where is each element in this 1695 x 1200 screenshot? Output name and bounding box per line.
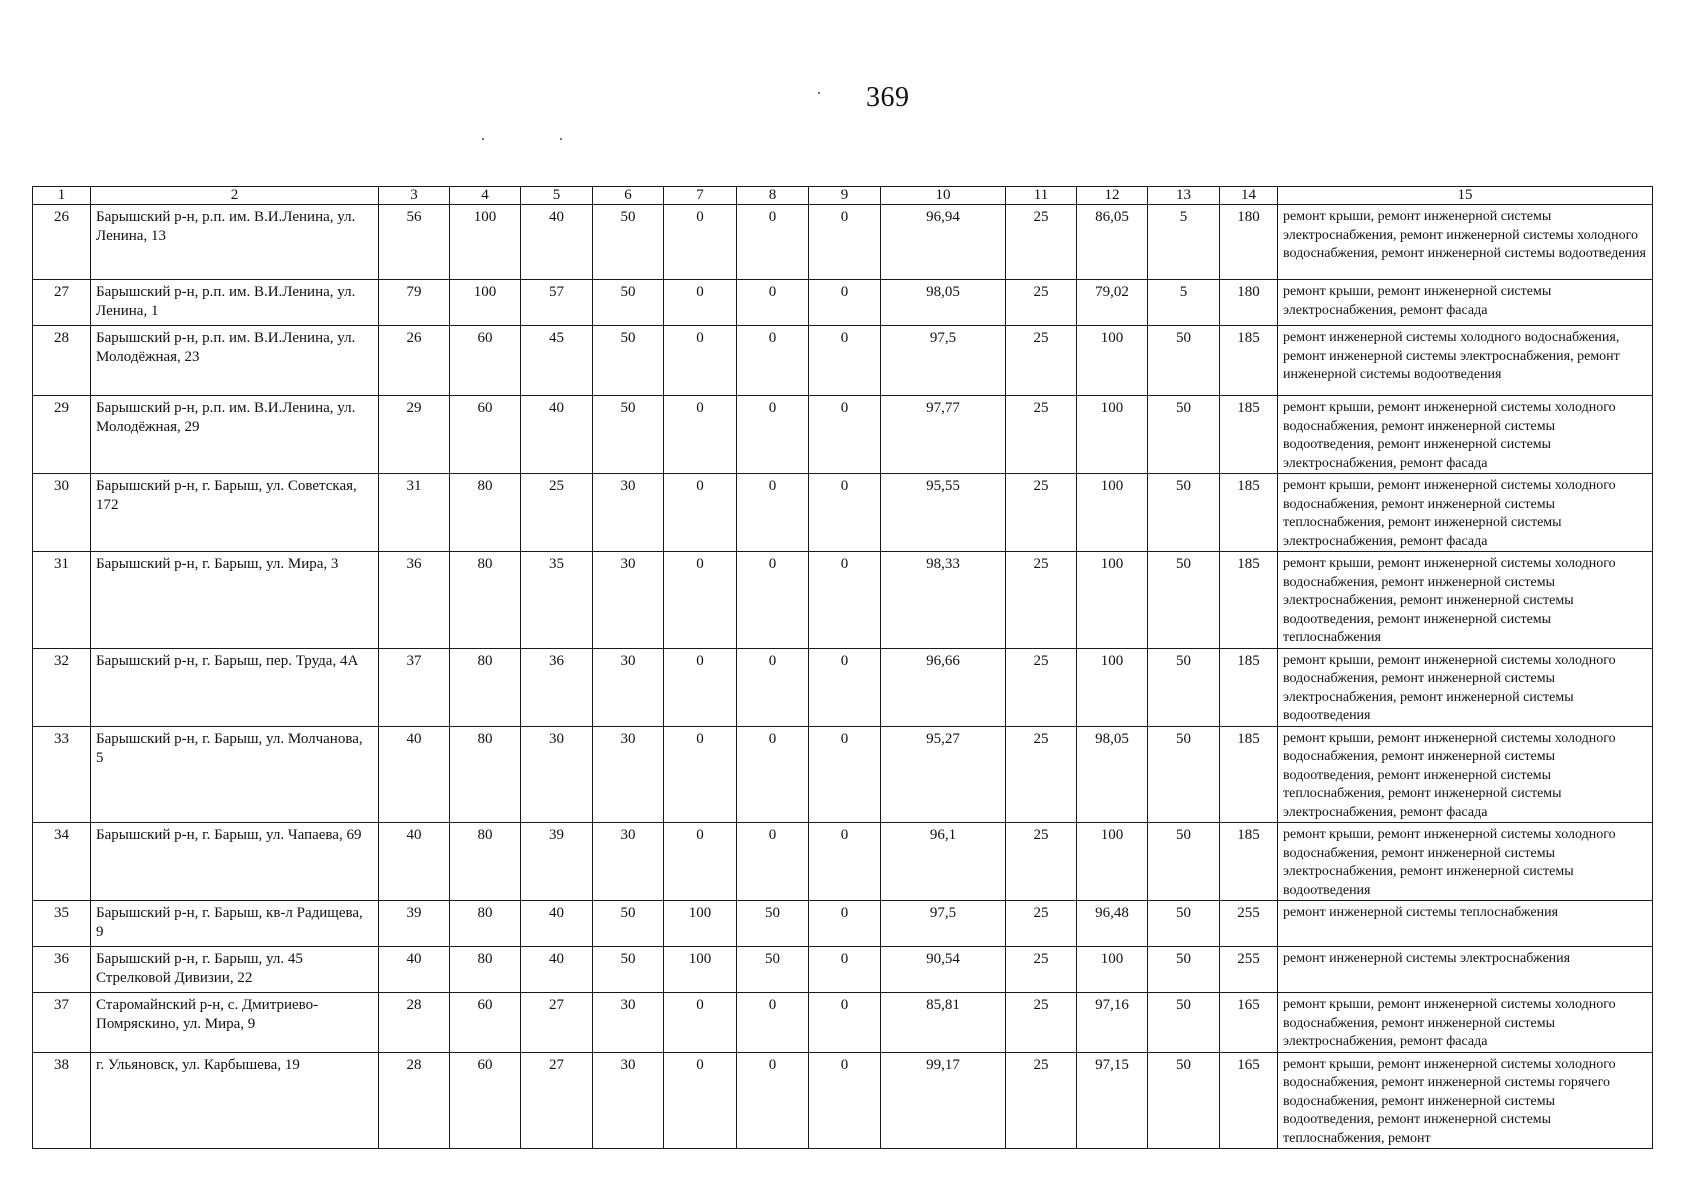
- header-cell: 4: [450, 187, 521, 205]
- value-cell-13: 5: [1148, 280, 1220, 326]
- repair-works-cell: ремонт крыши, ремонт инженерной системы холодного водоснабжения, ремонт инженерной системы теплоснабжения, ремонт инженерной системы электроснабжения, ремонт фасада: [1278, 474, 1653, 552]
- header-cell: 10: [881, 187, 1006, 205]
- value-cell-9: 0: [809, 993, 881, 1053]
- header-cell: 12: [1077, 187, 1148, 205]
- value-cell-10: 95,55: [881, 474, 1006, 552]
- value-cell-3: 40: [379, 726, 450, 823]
- value-cell-4: 60: [450, 396, 521, 474]
- table-row: [33, 552, 1653, 649]
- value-cell-3: 40: [379, 947, 450, 993]
- value-cell-5: 40: [521, 947, 593, 993]
- value-cell-7: 0: [664, 205, 737, 280]
- value-cell-13: 50: [1148, 648, 1220, 726]
- value-cell-4: 80: [450, 726, 521, 823]
- value-cell-5: 45: [521, 326, 593, 396]
- value-cell-12: 100: [1077, 474, 1148, 552]
- header-cell: 8: [737, 187, 809, 205]
- value-cell-11: 25: [1006, 726, 1077, 823]
- value-cell-11: 25: [1006, 993, 1077, 1053]
- value-cell-12: 100: [1077, 396, 1148, 474]
- value-cell-3: 28: [379, 1052, 450, 1149]
- scan-speck: [560, 138, 562, 140]
- header-cell: 3: [379, 187, 450, 205]
- value-cell-10: 99,17: [881, 1052, 1006, 1149]
- value-cell-4: 80: [450, 823, 521, 901]
- value-cell-14: 185: [1220, 326, 1278, 396]
- value-cell-8: 0: [737, 726, 809, 823]
- repair-works-cell: ремонт инженерной системы электроснабжения: [1278, 947, 1653, 993]
- value-cell-3: 37: [379, 648, 450, 726]
- value-cell-4: 60: [450, 1052, 521, 1149]
- value-cell-9: 0: [809, 823, 881, 901]
- scan-speck: [482, 138, 484, 140]
- header-cell: 2: [91, 187, 379, 205]
- value-cell-3: 79: [379, 280, 450, 326]
- table-row: [33, 648, 1653, 726]
- value-cell-4: 80: [450, 901, 521, 947]
- row-number: 27: [33, 280, 91, 326]
- value-cell-7: 0: [664, 648, 737, 726]
- value-cell-8: 0: [737, 648, 809, 726]
- value-cell-9: 0: [809, 326, 881, 396]
- value-cell-4: 100: [450, 280, 521, 326]
- table-row: [33, 901, 1653, 947]
- value-cell-8: 0: [737, 396, 809, 474]
- value-cell-6: 30: [593, 648, 664, 726]
- value-cell-3: 29: [379, 396, 450, 474]
- table-row: [33, 280, 1653, 326]
- header-cell: 14: [1220, 187, 1278, 205]
- value-cell-9: 0: [809, 396, 881, 474]
- scan-speck: [818, 92, 820, 94]
- value-cell-5: 27: [521, 993, 593, 1053]
- value-cell-6: 30: [593, 823, 664, 901]
- table-row: [33, 993, 1653, 1053]
- value-cell-3: 36: [379, 552, 450, 649]
- value-cell-13: 50: [1148, 726, 1220, 823]
- address-cell: г. Ульяновск, ул. Карбышева, 19: [91, 1052, 379, 1149]
- value-cell-11: 25: [1006, 280, 1077, 326]
- value-cell-10: 97,77: [881, 396, 1006, 474]
- row-number: 35: [33, 901, 91, 947]
- value-cell-9: 0: [809, 205, 881, 280]
- value-cell-11: 25: [1006, 648, 1077, 726]
- value-cell-8: 0: [737, 474, 809, 552]
- header-cell: 1: [33, 187, 91, 205]
- value-cell-3: 28: [379, 993, 450, 1053]
- value-cell-9: 0: [809, 901, 881, 947]
- value-cell-8: 0: [737, 823, 809, 901]
- value-cell-11: 25: [1006, 901, 1077, 947]
- repair-works-cell: ремонт крыши, ремонт инженерной системы холодного водоснабжения, ремонт инженерной системы электроснабжения, ремонт инженерной системы водоотведения, ремонт инженерной системы теплоснабжения: [1278, 552, 1653, 649]
- value-cell-9: 0: [809, 552, 881, 649]
- value-cell-8: 0: [737, 205, 809, 280]
- repair-works-cell: ремонт инженерной системы теплоснабжения: [1278, 901, 1653, 947]
- value-cell-13: 50: [1148, 947, 1220, 993]
- value-cell-11: 25: [1006, 396, 1077, 474]
- value-cell-14: 180: [1220, 280, 1278, 326]
- value-cell-10: 95,27: [881, 726, 1006, 823]
- table-row: [33, 1052, 1653, 1149]
- value-cell-4: 80: [450, 474, 521, 552]
- value-cell-8: 50: [737, 947, 809, 993]
- address-cell: Барышский р-н, р.п. им. В.И.Ленина, ул. Молодёжная, 29: [91, 396, 379, 474]
- value-cell-6: 50: [593, 280, 664, 326]
- value-cell-10: 96,94: [881, 205, 1006, 280]
- row-number: 30: [33, 474, 91, 552]
- value-cell-14: 255: [1220, 901, 1278, 947]
- repair-works-cell: ремонт крыши, ремонт инженерной системы холодного водоснабжения, ремонт инженерной системы электроснабжения, ремонт инженерной системы водоотведения: [1278, 648, 1653, 726]
- value-cell-6: 50: [593, 947, 664, 993]
- address-cell: Барышский р-н, р.п. им. В.И.Ленина, ул. Молодёжная, 23: [91, 326, 379, 396]
- value-cell-6: 50: [593, 901, 664, 947]
- value-cell-5: 40: [521, 396, 593, 474]
- value-cell-7: 0: [664, 1052, 737, 1149]
- table-body: [33, 205, 1653, 1149]
- row-number: 36: [33, 947, 91, 993]
- address-cell: Барышский р-н, г. Барыш, пер. Труда, 4А: [91, 648, 379, 726]
- value-cell-11: 25: [1006, 474, 1077, 552]
- value-cell-12: 100: [1077, 823, 1148, 901]
- value-cell-5: 40: [521, 901, 593, 947]
- value-cell-7: 0: [664, 993, 737, 1053]
- address-cell: Барышский р-н, г. Барыш, ул. Чапаева, 69: [91, 823, 379, 901]
- value-cell-9: 0: [809, 474, 881, 552]
- value-cell-12: 100: [1077, 648, 1148, 726]
- value-cell-9: 0: [809, 280, 881, 326]
- value-cell-4: 80: [450, 947, 521, 993]
- value-cell-12: 96,48: [1077, 901, 1148, 947]
- value-cell-4: 60: [450, 993, 521, 1053]
- row-number: 32: [33, 648, 91, 726]
- header-cell: 5: [521, 187, 593, 205]
- value-cell-5: 27: [521, 1052, 593, 1149]
- value-cell-14: 255: [1220, 947, 1278, 993]
- value-cell-14: 185: [1220, 648, 1278, 726]
- address-cell: Барышский р-н, р.п. им. В.И.Ленина, ул. Ленина, 1: [91, 280, 379, 326]
- table-row: [33, 396, 1653, 474]
- value-cell-10: 96,66: [881, 648, 1006, 726]
- value-cell-10: 98,33: [881, 552, 1006, 649]
- address-cell: Барышский р-н, г. Барыш, ул. Советская, 172: [91, 474, 379, 552]
- value-cell-11: 25: [1006, 947, 1077, 993]
- value-cell-13: 50: [1148, 823, 1220, 901]
- value-cell-13: 5: [1148, 205, 1220, 280]
- row-number: 33: [33, 726, 91, 823]
- value-cell-5: 57: [521, 280, 593, 326]
- value-cell-7: 100: [664, 947, 737, 993]
- value-cell-13: 50: [1148, 474, 1220, 552]
- table-row: [33, 205, 1653, 280]
- value-cell-11: 25: [1006, 823, 1077, 901]
- value-cell-10: 90,54: [881, 947, 1006, 993]
- value-cell-7: 0: [664, 726, 737, 823]
- value-cell-14: 185: [1220, 474, 1278, 552]
- header-cell: 6: [593, 187, 664, 205]
- value-cell-6: 50: [593, 396, 664, 474]
- value-cell-9: 0: [809, 947, 881, 993]
- value-cell-3: 31: [379, 474, 450, 552]
- value-cell-14: 185: [1220, 552, 1278, 649]
- table-row: [33, 326, 1653, 396]
- value-cell-11: 25: [1006, 552, 1077, 649]
- header-cell: 13: [1148, 187, 1220, 205]
- value-cell-9: 0: [809, 1052, 881, 1149]
- value-cell-4: 60: [450, 326, 521, 396]
- value-cell-6: 30: [593, 993, 664, 1053]
- repair-works-cell: ремонт крыши, ремонт инженерной системы электроснабжения, ремонт инженерной системы холодного водоснабжения, ремонт инженерной системы водоотведения: [1278, 205, 1653, 280]
- value-cell-9: 0: [809, 648, 881, 726]
- value-cell-13: 50: [1148, 326, 1220, 396]
- address-cell: Барышский р-н, р.п. им. В.И.Ленина, ул. Ленина, 13: [91, 205, 379, 280]
- value-cell-3: 40: [379, 823, 450, 901]
- value-cell-13: 50: [1148, 901, 1220, 947]
- repair-works-cell: ремонт крыши, ремонт инженерной системы холодного водоснабжения, ремонт инженерной системы водоотведения, ремонт инженерной системы теплоснабжения, ремонт инженерной системы электроснабжения, ремонт фасада: [1278, 726, 1653, 823]
- value-cell-8: 0: [737, 280, 809, 326]
- value-cell-12: 100: [1077, 947, 1148, 993]
- value-cell-14: 185: [1220, 823, 1278, 901]
- value-cell-14: 185: [1220, 396, 1278, 474]
- header-cell: 15: [1278, 187, 1653, 205]
- value-cell-12: 98,05: [1077, 726, 1148, 823]
- address-cell: Старомайнский р-н, с. Дмитриево-Помряскино, ул. Мира, 9: [91, 993, 379, 1053]
- value-cell-6: 30: [593, 1052, 664, 1149]
- value-cell-7: 0: [664, 552, 737, 649]
- row-number: 28: [33, 326, 91, 396]
- value-cell-12: 100: [1077, 326, 1148, 396]
- value-cell-13: 50: [1148, 1052, 1220, 1149]
- value-cell-9: 0: [809, 726, 881, 823]
- value-cell-10: 98,05: [881, 280, 1006, 326]
- value-cell-11: 25: [1006, 1052, 1077, 1149]
- column-number-header: [33, 187, 1653, 205]
- address-cell: Барышский р-н, г. Барыш, ул. 45 Стрелковой Дивизии, 22: [91, 947, 379, 993]
- value-cell-5: 36: [521, 648, 593, 726]
- value-cell-10: 96,1: [881, 823, 1006, 901]
- value-cell-4: 80: [450, 648, 521, 726]
- housing-repair-table: [32, 186, 1653, 1149]
- value-cell-7: 100: [664, 901, 737, 947]
- value-cell-14: 165: [1220, 993, 1278, 1053]
- table-row: [33, 474, 1653, 552]
- value-cell-8: 0: [737, 993, 809, 1053]
- header-cell: 11: [1006, 187, 1077, 205]
- value-cell-6: 30: [593, 474, 664, 552]
- value-cell-12: 100: [1077, 552, 1148, 649]
- value-cell-5: 35: [521, 552, 593, 649]
- repair-works-cell: ремонт крыши, ремонт инженерной системы холодного водоснабжения, ремонт инженерной системы горячего водоснабжения, ремонт инженерной системы водоотведения, ремонт инженерной системы теплоснабжения, ремонт: [1278, 1052, 1653, 1149]
- row-number: 34: [33, 823, 91, 901]
- value-cell-6: 30: [593, 726, 664, 823]
- value-cell-10: 97,5: [881, 901, 1006, 947]
- repair-works-cell: ремонт крыши, ремонт инженерной системы холодного водоснабжения, ремонт инженерной системы электроснабжения, ремонт инженерной системы водоотведения: [1278, 823, 1653, 901]
- value-cell-14: 180: [1220, 205, 1278, 280]
- value-cell-11: 25: [1006, 326, 1077, 396]
- value-cell-4: 80: [450, 552, 521, 649]
- repair-works-cell: ремонт крыши, ремонт инженерной системы холодного водоснабжения, ремонт инженерной системы электроснабжения, ремонт фасада: [1278, 993, 1653, 1053]
- table-row: [33, 947, 1653, 993]
- value-cell-11: 25: [1006, 205, 1077, 280]
- value-cell-6: 30: [593, 552, 664, 649]
- repair-works-cell: ремонт инженерной системы холодного водоснабжения, ремонт инженерной системы электроснабжения, ремонт инженерной системы водоотведения: [1278, 326, 1653, 396]
- value-cell-4: 100: [450, 205, 521, 280]
- value-cell-7: 0: [664, 326, 737, 396]
- row-number: 29: [33, 396, 91, 474]
- row-number: 38: [33, 1052, 91, 1149]
- value-cell-7: 0: [664, 280, 737, 326]
- value-cell-12: 86,05: [1077, 205, 1148, 280]
- value-cell-13: 50: [1148, 552, 1220, 649]
- value-cell-8: 0: [737, 1052, 809, 1149]
- row-number: 37: [33, 993, 91, 1053]
- repair-works-cell: ремонт крыши, ремонт инженерной системы электроснабжения, ремонт фасада: [1278, 280, 1653, 326]
- address-cell: Барышский р-н, г. Барыш, ул. Молчанова, 5: [91, 726, 379, 823]
- address-cell: Барышский р-н, г. Барыш, ул. Мира, 3: [91, 552, 379, 649]
- value-cell-10: 97,5: [881, 326, 1006, 396]
- value-cell-6: 50: [593, 205, 664, 280]
- value-cell-7: 0: [664, 823, 737, 901]
- value-cell-8: 0: [737, 326, 809, 396]
- table-row: [33, 726, 1653, 823]
- row-number: 31: [33, 552, 91, 649]
- header-cell: 7: [664, 187, 737, 205]
- address-cell: Барышский р-н, г. Барыш, кв-л Радищева, 9: [91, 901, 379, 947]
- value-cell-10: 85,81: [881, 993, 1006, 1053]
- repair-works-cell: ремонт крыши, ремонт инженерной системы холодного водоснабжения, ремонт инженерной системы водоотведения, ремонт инженерной системы электроснабжения, ремонт фасада: [1278, 396, 1653, 474]
- header-cell: 9: [809, 187, 881, 205]
- value-cell-7: 0: [664, 474, 737, 552]
- value-cell-13: 50: [1148, 993, 1220, 1053]
- value-cell-12: 79,02: [1077, 280, 1148, 326]
- table-row: [33, 823, 1653, 901]
- page-number: 369: [866, 82, 910, 113]
- value-cell-3: 39: [379, 901, 450, 947]
- value-cell-12: 97,15: [1077, 1052, 1148, 1149]
- value-cell-13: 50: [1148, 396, 1220, 474]
- row-number: 26: [33, 205, 91, 280]
- value-cell-5: 25: [521, 474, 593, 552]
- value-cell-12: 97,16: [1077, 993, 1148, 1053]
- value-cell-3: 26: [379, 326, 450, 396]
- value-cell-5: 30: [521, 726, 593, 823]
- value-cell-3: 56: [379, 205, 450, 280]
- value-cell-6: 50: [593, 326, 664, 396]
- value-cell-5: 40: [521, 205, 593, 280]
- value-cell-5: 39: [521, 823, 593, 901]
- value-cell-8: 0: [737, 552, 809, 649]
- value-cell-14: 165: [1220, 1052, 1278, 1149]
- value-cell-7: 0: [664, 396, 737, 474]
- value-cell-8: 50: [737, 901, 809, 947]
- value-cell-14: 185: [1220, 726, 1278, 823]
